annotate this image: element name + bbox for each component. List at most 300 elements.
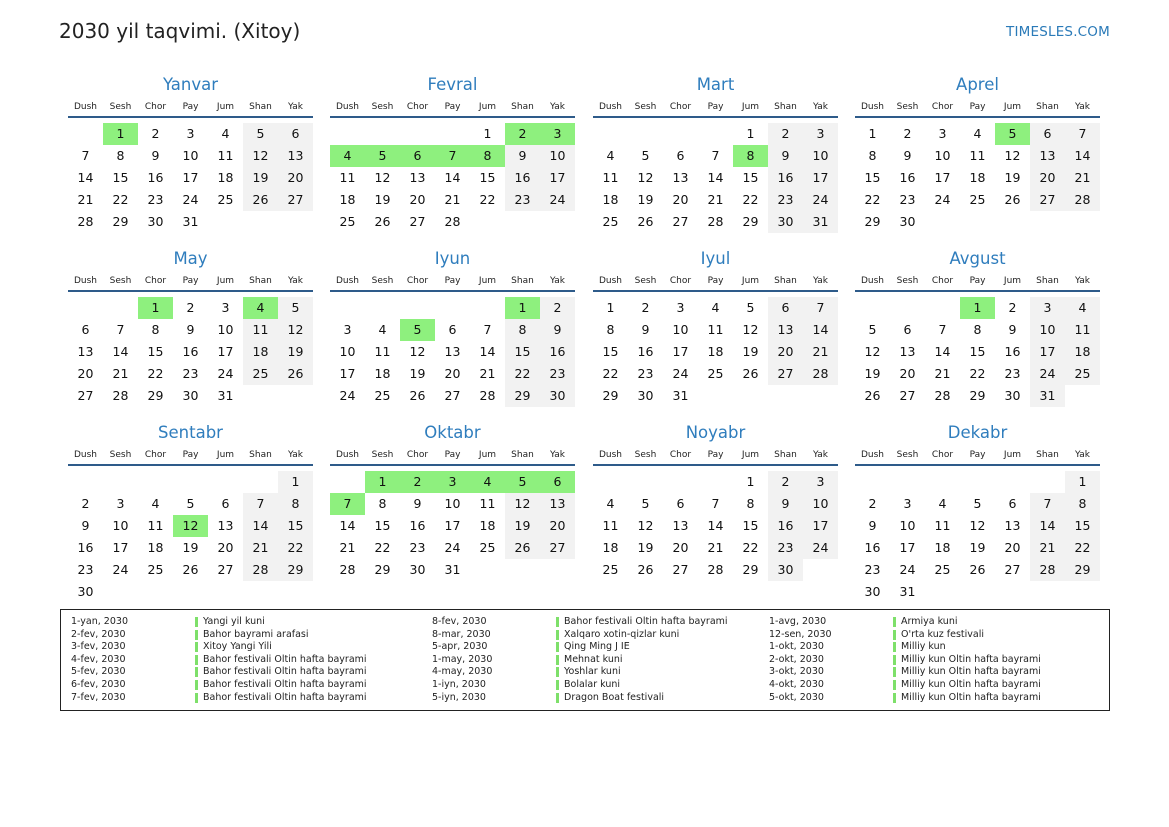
- holiday-marker: [893, 642, 896, 652]
- day-cell: 30: [77, 584, 94, 599]
- day-cell: 9: [868, 518, 877, 533]
- holiday-marker: [195, 630, 198, 640]
- holiday-marker: [556, 693, 559, 703]
- day-cell: 12: [1004, 148, 1021, 163]
- day-cell: 9: [768, 493, 803, 515]
- holiday-date: 5-apr, 2030: [432, 641, 488, 653]
- day-cell: 30: [637, 388, 654, 403]
- holiday-day-cell: 5: [995, 123, 1030, 145]
- holiday-marker: [195, 617, 198, 627]
- day-cell: 15: [969, 344, 986, 359]
- day-cell: 26: [505, 537, 540, 559]
- holiday-day-cell: 8: [733, 145, 768, 167]
- day-cell: 3: [676, 300, 685, 315]
- day-cell: 27: [409, 214, 426, 229]
- weekday-label: Jum: [216, 450, 235, 460]
- day-cell: 10: [803, 493, 838, 515]
- day-cell: 12: [637, 170, 654, 185]
- day-cell: 18: [602, 192, 619, 207]
- holiday-marker: [195, 680, 198, 690]
- weekday-label: Pay: [182, 450, 199, 460]
- day-cell: 4: [711, 300, 720, 315]
- holiday-marker: [893, 630, 896, 640]
- day-cell: 27: [278, 189, 313, 211]
- holiday-marker: [195, 693, 198, 703]
- holiday-marker: [556, 655, 559, 665]
- weekday-label: Jum: [216, 276, 235, 286]
- holiday-name: Armiya kuni: [901, 616, 958, 627]
- holiday-day-cell: 4: [243, 297, 278, 319]
- holiday-date: 1-iyn, 2030: [432, 678, 486, 690]
- holiday-name: Bahor festivali Oltin hafta bayrami: [203, 691, 367, 703]
- day-cell: 11: [602, 170, 619, 185]
- day-cell: 3: [903, 496, 912, 511]
- month-header-rule: [330, 290, 575, 292]
- day-cell: 29: [602, 388, 619, 403]
- holiday-date: 1-yan, 2030: [71, 616, 128, 627]
- day-cell: 20: [409, 192, 426, 207]
- day-cell: 21: [479, 366, 496, 381]
- day-cell: 31: [217, 388, 234, 403]
- day-cell: 14: [339, 518, 356, 533]
- day-cell: 6: [1008, 496, 1017, 511]
- day-cell: 20: [1004, 540, 1021, 555]
- holiday-date: 4-may, 2030: [432, 666, 493, 678]
- holiday-list: [60, 609, 1110, 711]
- day-cell: 22: [742, 192, 759, 207]
- day-cell: 15: [864, 170, 881, 185]
- day-cell: 23: [505, 189, 540, 211]
- day-cell: 6: [278, 123, 313, 145]
- holiday-name: Bahor festivali Oltin hafta bayrami: [203, 666, 367, 678]
- day-cell: 5: [641, 496, 650, 511]
- holiday-day-cell: 4: [470, 471, 505, 493]
- day-cell: 30: [899, 214, 916, 229]
- month-header-rule: [68, 464, 313, 466]
- day-cell: 9: [768, 145, 803, 167]
- day-cell: 31: [803, 211, 838, 233]
- day-cell: 24: [803, 537, 838, 559]
- day-cell: 13: [899, 344, 916, 359]
- day-cell: 10: [899, 518, 916, 533]
- day-cell: 26: [637, 562, 654, 577]
- day-cell: 12: [742, 322, 759, 337]
- day-cell: 16: [864, 540, 881, 555]
- day-cell: 24: [1030, 363, 1065, 385]
- weekday-label: Chor: [669, 450, 692, 460]
- holiday-marker: [893, 667, 896, 677]
- day-cell: 18: [602, 540, 619, 555]
- day-cell: 11: [707, 322, 724, 337]
- day-cell: 19: [374, 192, 391, 207]
- weekday-label: Yak: [550, 102, 565, 112]
- day-cell: 12: [505, 493, 540, 515]
- day-cell: 23: [899, 192, 916, 207]
- day-cell: 25: [374, 388, 391, 403]
- day-cell: 18: [243, 341, 278, 363]
- day-cell: 8: [868, 148, 877, 163]
- day-cell: 16: [409, 518, 426, 533]
- holiday-day-cell: 1: [505, 297, 540, 319]
- day-cell: 20: [217, 540, 234, 555]
- day-cell: 25: [217, 192, 234, 207]
- day-cell: 17: [1030, 341, 1065, 363]
- day-cell: 29: [505, 385, 540, 407]
- day-cell: 25: [707, 366, 724, 381]
- day-cell: 20: [899, 366, 916, 381]
- day-cell: 19: [243, 167, 278, 189]
- day-cell: 19: [864, 366, 881, 381]
- day-cell: 2: [868, 496, 877, 511]
- holiday-day-cell: 1: [138, 297, 173, 319]
- day-cell: 4: [938, 496, 947, 511]
- weekday-label: Pay: [182, 276, 199, 286]
- day-cell: 15: [112, 170, 129, 185]
- holiday-name: Milliy kun Oltin hafta bayrami: [901, 691, 1041, 703]
- day-cell: 1: [606, 300, 615, 315]
- day-cell: 10: [1030, 319, 1065, 341]
- month-header-rule: [855, 116, 1100, 118]
- weekday-label: Chor: [931, 450, 954, 460]
- day-cell: 26: [742, 366, 759, 381]
- weekday-label: Jum: [216, 102, 235, 112]
- weekday-label: Yak: [813, 276, 828, 286]
- day-cell: 13: [278, 145, 313, 167]
- holiday-date: 2-fev, 2030: [71, 628, 126, 640]
- day-cell: 15: [505, 341, 540, 363]
- day-cell: 11: [217, 148, 234, 163]
- holiday-date: 8-mar, 2030: [432, 628, 491, 640]
- day-cell: 31: [1030, 385, 1065, 407]
- holiday-day-cell: 1: [103, 123, 138, 145]
- day-cell: 23: [1004, 366, 1021, 381]
- day-cell: 27: [1030, 189, 1065, 211]
- day-cell: 24: [934, 192, 951, 207]
- day-cell: 30: [1004, 388, 1021, 403]
- weekday-label: Chor: [406, 102, 429, 112]
- weekday-label: Shan: [249, 102, 272, 112]
- day-cell: 17: [444, 518, 461, 533]
- day-cell: 14: [1065, 145, 1100, 167]
- day-cell: 10: [672, 322, 689, 337]
- day-cell: 21: [243, 537, 278, 559]
- weekday-label: Dush: [335, 102, 360, 112]
- day-cell: 9: [81, 518, 90, 533]
- holiday-date: 4-okt, 2030: [769, 678, 824, 690]
- holiday-date: 4-fev, 2030: [71, 653, 126, 665]
- weekday-label: Shan: [774, 102, 797, 112]
- day-cell: 19: [637, 540, 654, 555]
- day-cell: 5: [641, 148, 650, 163]
- weekday-label: Yak: [550, 450, 565, 460]
- day-cell: 2: [641, 300, 650, 315]
- weekday-label: Jum: [741, 276, 760, 286]
- day-cell: 8: [606, 322, 615, 337]
- weekday-label: Sesh: [109, 276, 132, 286]
- holiday-date: 5-okt, 2030: [769, 691, 824, 703]
- holiday-marker: [893, 617, 896, 627]
- day-cell: 31: [899, 584, 916, 599]
- holiday-day-cell: 2: [400, 471, 435, 493]
- weekday-label: Pay: [444, 102, 461, 112]
- day-cell: 23: [864, 562, 881, 577]
- weekday-label: Sesh: [109, 102, 132, 112]
- weekday-label: Yak: [813, 102, 828, 112]
- day-cell: 25: [602, 562, 619, 577]
- day-cell: 29: [742, 562, 759, 577]
- day-cell: 27: [899, 388, 916, 403]
- day-cell: 15: [1065, 515, 1100, 537]
- day-cell: 17: [803, 515, 838, 537]
- day-cell: 9: [186, 322, 195, 337]
- day-cell: 14: [707, 518, 724, 533]
- day-cell: 25: [934, 562, 951, 577]
- day-cell: 23: [637, 366, 654, 381]
- day-cell: 9: [151, 148, 160, 163]
- day-cell: 1: [483, 126, 492, 141]
- day-cell: 25: [969, 192, 986, 207]
- day-cell: 31: [444, 562, 461, 577]
- weekday-label: Chor: [669, 102, 692, 112]
- day-cell: 15: [278, 515, 313, 537]
- day-cell: 22: [112, 192, 129, 207]
- day-cell: 3: [221, 300, 230, 315]
- day-cell: 2: [1008, 300, 1017, 315]
- holiday-day-cell: 7: [330, 493, 365, 515]
- day-cell: 5: [186, 496, 195, 511]
- weekday-label: Chor: [406, 450, 429, 460]
- month-name: Mart: [696, 75, 735, 94]
- day-cell: 8: [116, 148, 125, 163]
- holiday-name: Mehnat kuni: [564, 653, 623, 665]
- day-cell: 19: [1004, 170, 1021, 185]
- day-cell: 5: [278, 297, 313, 319]
- holiday-name: Milliy kun: [901, 641, 946, 653]
- holiday-name: Bahor bayrami arafasi: [203, 628, 309, 640]
- weekday-label: Pay: [182, 102, 199, 112]
- weekday-label: Yak: [550, 276, 565, 286]
- day-cell: 8: [505, 319, 540, 341]
- weekday-label: Yak: [288, 102, 303, 112]
- day-cell: 25: [339, 214, 356, 229]
- day-cell: 19: [182, 540, 199, 555]
- page-title: 2030 yil taqvimi. (Xitoy): [59, 19, 301, 43]
- day-cell: 9: [641, 322, 650, 337]
- weekday-label: Jum: [741, 102, 760, 112]
- weekday-label: Chor: [144, 276, 167, 286]
- day-cell: 10: [339, 344, 356, 359]
- day-cell: 18: [969, 170, 986, 185]
- day-cell: 26: [243, 189, 278, 211]
- day-cell: 11: [969, 148, 986, 163]
- day-cell: 21: [444, 192, 461, 207]
- day-cell: 26: [969, 562, 986, 577]
- day-cell: 4: [973, 126, 982, 141]
- day-cell: 7: [938, 322, 947, 337]
- holiday-day-cell: 5: [505, 471, 540, 493]
- day-cell: 14: [934, 344, 951, 359]
- day-cell: 28: [803, 363, 838, 385]
- month-header-rule: [330, 464, 575, 466]
- day-cell: 23: [147, 192, 164, 207]
- weekday-label: Yak: [288, 450, 303, 460]
- day-cell: 18: [147, 540, 164, 555]
- weekday-label: Shan: [1036, 450, 1059, 460]
- weekday-label: Dush: [860, 450, 885, 460]
- day-cell: 12: [374, 170, 391, 185]
- day-cell: 8: [746, 496, 755, 511]
- day-cell: 1: [868, 126, 877, 141]
- day-cell: 9: [505, 145, 540, 167]
- day-cell: 8: [1065, 493, 1100, 515]
- day-cell: 17: [540, 167, 575, 189]
- day-cell: 17: [803, 167, 838, 189]
- day-cell: 5: [868, 322, 877, 337]
- day-cell: 22: [864, 192, 881, 207]
- weekday-label: Dush: [598, 102, 623, 112]
- weekday-label: Chor: [144, 102, 167, 112]
- month-header-rule: [593, 464, 838, 466]
- day-cell: 26: [278, 363, 313, 385]
- holiday-name: Bahor festivali Oltin hafta bayrami: [203, 653, 367, 665]
- day-cell: 11: [374, 344, 391, 359]
- day-cell: 16: [147, 170, 164, 185]
- day-cell: 13: [77, 344, 94, 359]
- month-name: Iyun: [434, 249, 471, 268]
- day-cell: 19: [409, 366, 426, 381]
- weekday-label: Dush: [73, 102, 98, 112]
- month-name: Dekabr: [947, 423, 1008, 442]
- day-cell: 1: [1065, 471, 1100, 493]
- holiday-date: 12-sen, 2030: [769, 628, 832, 640]
- day-cell: 3: [803, 471, 838, 493]
- day-cell: 19: [505, 515, 540, 537]
- weekday-label: Jum: [1003, 450, 1022, 460]
- day-cell: 14: [479, 344, 496, 359]
- day-cell: 30: [768, 211, 803, 233]
- day-cell: 19: [637, 192, 654, 207]
- day-cell: 24: [339, 388, 356, 403]
- holiday-date: 3-okt, 2030: [769, 666, 824, 678]
- day-cell: 19: [742, 344, 759, 359]
- day-cell: 10: [540, 145, 575, 167]
- day-cell: 21: [77, 192, 94, 207]
- day-cell: 26: [864, 388, 881, 403]
- day-cell: 10: [803, 145, 838, 167]
- day-cell: 26: [637, 214, 654, 229]
- day-cell: 25: [243, 363, 278, 385]
- weekday-label: Shan: [249, 450, 272, 460]
- day-cell: 14: [1030, 515, 1065, 537]
- day-cell: 11: [602, 518, 619, 533]
- holiday-day-cell: 3: [540, 123, 575, 145]
- day-cell: 17: [899, 540, 916, 555]
- month-name: Sentabr: [158, 423, 223, 442]
- day-cell: 31: [672, 388, 689, 403]
- weekday-label: Yak: [813, 450, 828, 460]
- day-cell: 7: [711, 148, 720, 163]
- day-cell: 24: [112, 562, 129, 577]
- holiday-day-cell: 1: [960, 297, 995, 319]
- day-cell: 7: [116, 322, 125, 337]
- holiday-name: Bahor festivali Oltin hafta bayrami: [564, 616, 728, 627]
- holiday-day-cell: 2: [505, 123, 540, 145]
- weekday-label: Pay: [707, 102, 724, 112]
- weekday-label: Sesh: [371, 276, 394, 286]
- day-cell: 20: [1030, 167, 1065, 189]
- site-link[interactable]: TIMESLES.COM: [1006, 24, 1110, 40]
- day-cell: 7: [243, 493, 278, 515]
- day-cell: 7: [81, 148, 90, 163]
- day-cell: 27: [444, 388, 461, 403]
- day-cell: 11: [1065, 319, 1100, 341]
- weekday-label: Jum: [1003, 276, 1022, 286]
- day-cell: 29: [147, 388, 164, 403]
- month-header-rule: [68, 116, 313, 118]
- day-cell: 25: [1065, 363, 1100, 385]
- month-name: Oktabr: [424, 423, 481, 442]
- holiday-marker: [195, 655, 198, 665]
- day-cell: 26: [182, 562, 199, 577]
- day-cell: 2: [903, 126, 912, 141]
- holiday-marker: [556, 617, 559, 627]
- holiday-date: 8-fev, 2030: [432, 616, 487, 627]
- day-cell: 18: [339, 192, 356, 207]
- weekday-label: Pay: [444, 450, 461, 460]
- month-header-rule: [330, 116, 575, 118]
- day-cell: 28: [77, 214, 94, 229]
- day-cell: 14: [77, 170, 94, 185]
- day-cell: 23: [768, 537, 803, 559]
- day-cell: 27: [672, 562, 689, 577]
- day-cell: 27: [540, 537, 575, 559]
- day-cell: 7: [483, 322, 492, 337]
- holiday-day-cell: 3: [435, 471, 470, 493]
- day-cell: 16: [505, 167, 540, 189]
- day-cell: 28: [444, 214, 461, 229]
- day-cell: 17: [217, 344, 234, 359]
- day-cell: 28: [1030, 559, 1065, 581]
- day-cell: 16: [77, 540, 94, 555]
- day-cell: 21: [1030, 537, 1065, 559]
- day-cell: 29: [742, 214, 759, 229]
- day-cell: 18: [374, 366, 391, 381]
- weekday-label: Pay: [969, 450, 986, 460]
- day-cell: 10: [182, 148, 199, 163]
- day-cell: 4: [606, 496, 615, 511]
- day-cell: 13: [1030, 145, 1065, 167]
- day-cell: 26: [1004, 192, 1021, 207]
- day-cell: 28: [934, 388, 951, 403]
- day-cell: 13: [768, 319, 803, 341]
- day-cell: 6: [221, 496, 230, 511]
- holiday-day-cell: 1: [365, 471, 400, 493]
- weekday-label: Sesh: [371, 450, 394, 460]
- day-cell: 17: [339, 366, 356, 381]
- weekday-label: Sesh: [634, 102, 657, 112]
- month-header-rule: [855, 464, 1100, 466]
- day-cell: 22: [1065, 537, 1100, 559]
- day-cell: 4: [151, 496, 160, 511]
- holiday-day-cell: 5: [365, 145, 400, 167]
- day-cell: 10: [217, 322, 234, 337]
- day-cell: 11: [339, 170, 356, 185]
- day-cell: 4: [1065, 297, 1100, 319]
- day-cell: 1: [746, 474, 755, 489]
- day-cell: 18: [479, 518, 496, 533]
- day-cell: 27: [768, 363, 803, 385]
- day-cell: 13: [540, 493, 575, 515]
